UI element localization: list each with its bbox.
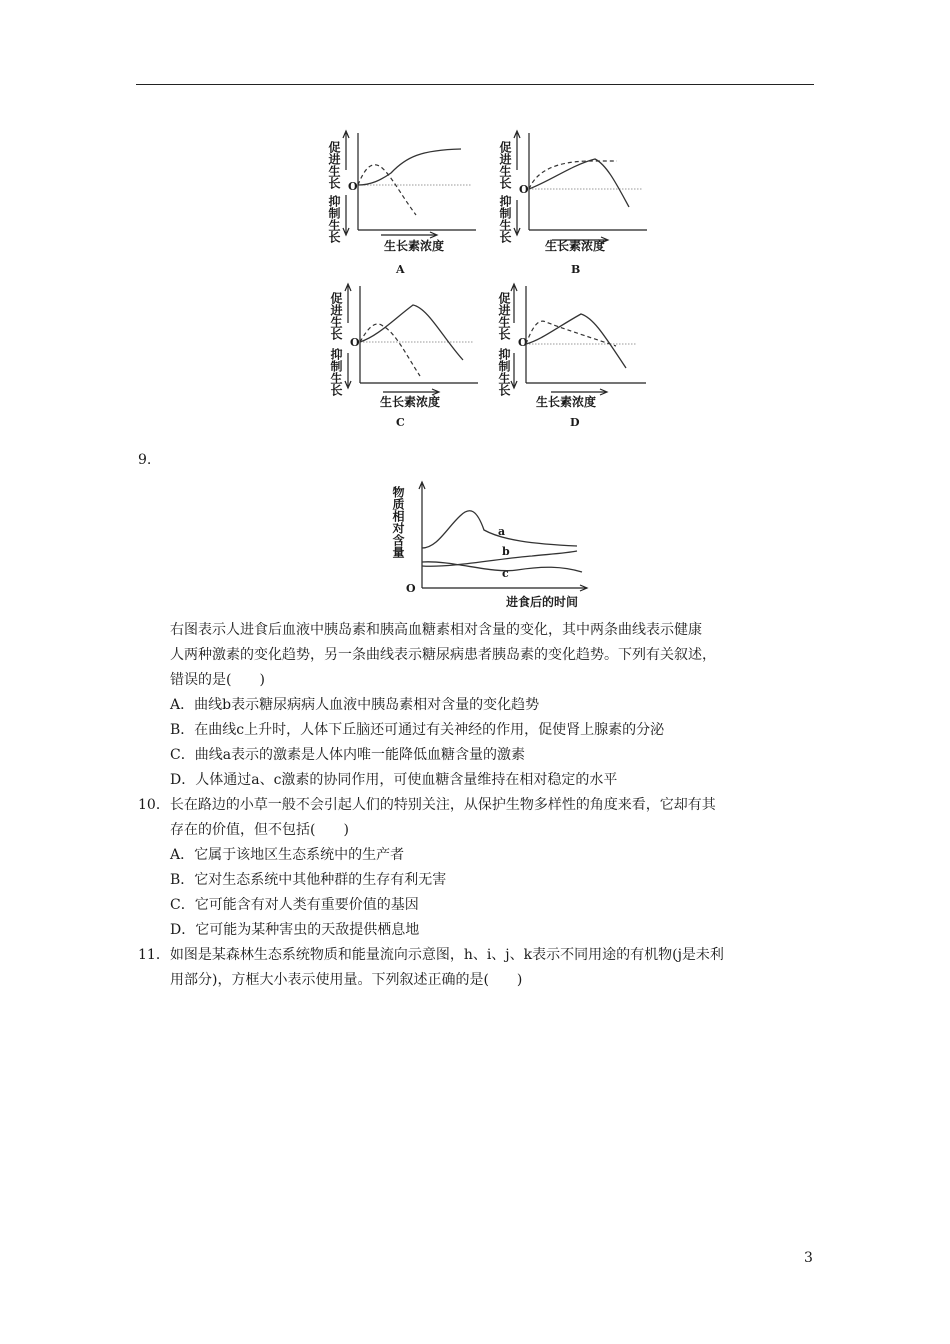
panel-letter: D (570, 416, 580, 429)
panel-ylabel-top: 促进生长 (497, 292, 511, 340)
panel-origin: O (518, 336, 528, 349)
figure-panel-a (326, 125, 486, 280)
q9-option-a: A．曲线b表示糖尿病病人血液中胰岛素相对含量的变化趋势 (170, 697, 540, 713)
q9-option-c: C．曲线a表示的激素是人体内唯一能降低血糖含量的激素 (170, 747, 526, 763)
q11-stem-line-2: 用部分)，方框大小表示使用量。下列叙述正确的是( ) (170, 972, 523, 988)
q9-option-b: B．在曲线c上升时，人体下丘脑还可通过有关神经的作用，促使肾上腺素的分泌 (170, 722, 665, 738)
q9-stem-line-3: 错误的是( ) (170, 672, 265, 688)
panel-origin: O (348, 180, 358, 193)
panel-xlabel: 生长素浓度 (384, 239, 445, 253)
q9-curve-c-label: c (502, 567, 509, 580)
header-rule (136, 84, 814, 85)
figure-panel-b (497, 125, 657, 280)
panel-xlabel: 生长素浓度 (536, 395, 597, 409)
panel-origin: O (519, 183, 529, 196)
q10-stem-line-1: 10．长在路边的小草一般不会引起人们的特别关注，从保护生物多样性的角度来看，它却有其 (138, 797, 716, 813)
q9-option-d: D．人体通过a、c激素的协同作用，可使血糖含量维持在相对稳定的水平 (170, 772, 618, 788)
q9-curve-b (422, 551, 577, 566)
q9-curve-b-label: b (502, 545, 510, 558)
panel-xlabel: 生长素浓度 (545, 239, 606, 253)
q10-option-c: C．它可能含有对人类有重要价值的基因 (170, 897, 419, 913)
page-number: 3 (804, 1250, 813, 1266)
q9-hormone-chart (392, 478, 602, 613)
q9-chart-xlabel: 进食后的时间 (506, 595, 579, 609)
q9-stem-line-1: 右图表示人进食后血液中胰岛素和胰高血糖素相对含量的变化，其中两条曲线表示健康 (170, 622, 702, 638)
q9-curve-a-label: a (498, 525, 506, 538)
panel-ylabel-bottom: 抑制生长 (497, 348, 511, 396)
figure-panel-d (496, 278, 656, 433)
panel-ylabel-top: 促进生长 (327, 141, 341, 189)
panel-origin: O (350, 336, 360, 349)
q10-option-b: B．它对生态系统中其他种群的生存有利无害 (170, 872, 447, 888)
q9-chart-ylabel: 物质相对含量 (391, 486, 405, 558)
panel-ylabel-bottom: 抑制生长 (327, 195, 341, 243)
panel-letter: B (571, 263, 581, 276)
panel-ylabel-top: 促进生长 (498, 141, 512, 189)
panel-letter: A (396, 263, 405, 276)
question-9-number: 9. (138, 452, 152, 468)
q10-option-d: D．它可能为某种害虫的天敌提供栖息地 (170, 922, 420, 938)
panel-ylabel-bottom: 抑制生长 (329, 348, 343, 396)
q10-option-a: A．它属于该地区生态系统中的生产者 (170, 847, 405, 863)
q9-stem-line-2: 人两种激素的变化趋势，另一条曲线表示糖尿病患者胰岛素的变化趋势。下列有关叙述， (170, 647, 716, 663)
panel-xlabel: 生长素浓度 (380, 395, 441, 409)
figure-panel-c (328, 278, 488, 433)
panel-ylabel-top: 促进生长 (329, 292, 343, 340)
q10-stem-line-2: 存在的价值，但不包括( ) (170, 822, 349, 838)
q9-chart-origin: O (406, 582, 416, 595)
panel-ylabel-bottom: 抑制生长 (498, 195, 512, 243)
q11-stem-line-1: 11．如图是某森林生态系统物质和能量流向示意图，h、i、j、k表示不同用途的有机物(j是未利 (138, 947, 724, 963)
panel-letter: C (396, 416, 405, 429)
